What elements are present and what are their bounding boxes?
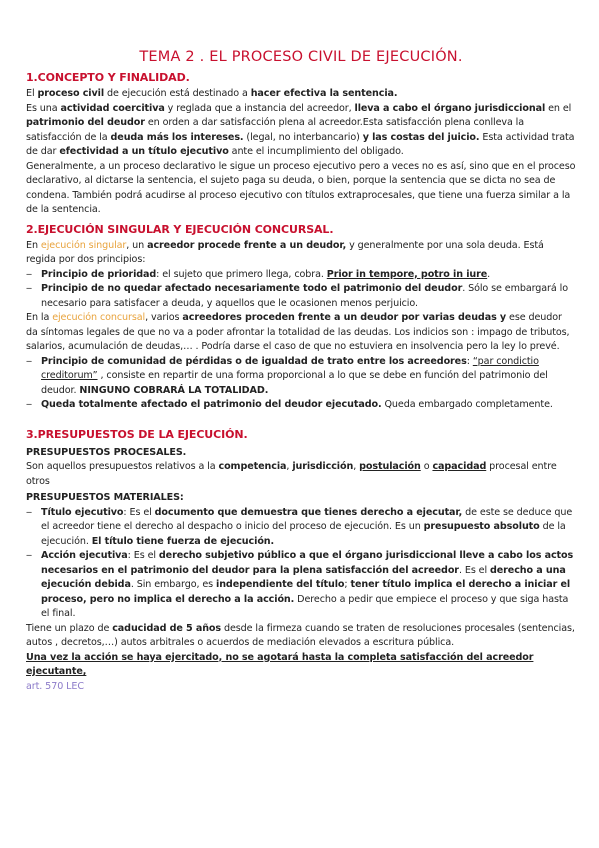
text: Esta actividad trata de dar [26,131,575,157]
bold-text: Acción ejecutiva [41,550,128,561]
text: (legal, no interbancario) [243,131,363,143]
bold-text: y las costas del juicio. [362,131,480,143]
bold-text: derecho subjetivo público a que el órgano jurisdiccional lleve a cabo los actos necesarios en el patrimonio del deudor para la plena satisfacción del acreedor [41,550,574,576]
text: ante el incumplimiento del obligado. [228,146,404,157]
highlight-text: ejecución singular [40,239,127,251]
text: . Sólo se embargará lo necesario para satisfacer a deuda, y aquellos que le ocasionen menos perjuicio. [41,283,568,309]
text: El [26,88,38,99]
text: ; [344,579,351,590]
paragraph-actividad [26,102,576,160]
paragraph-caducidad [26,622,576,651]
bold-text: hacer efectiva la sentencia. [250,88,398,99]
text: : Es el [127,550,159,561]
document-title: TEMA 2 . EL PROCESO CIVIL DE EJECUCIÓN. [139,49,463,65]
list-item [26,506,576,550]
paragraph-generalmente: Generalmente, a un proceso declarativo le sigue un proceso ejecutivo pero a veces no es así, sino que en el proceso declarativo, al dictarse la sentencia, el sujeto paga su deuda, o bien, porque la sentencia que se dicta no sea de condena. También podrá acudirse al proceso ejecutivo con títulos extraprocesales, que tiene una fuerza similar a la de la sentencia. [26,160,576,215]
principles-list-concursal [26,355,576,413]
bold-underline-text: Prior in tempore, potro in iure [326,268,488,280]
text: , consiste en repartir de una forma proporcional a lo que se debe en función del patrimonio del deudor. [41,370,548,396]
bold-text: acreedor procede frente a un deudor, [147,239,347,251]
text: , [286,461,293,472]
bold-text: deuda más los intereses. [110,131,244,143]
text: procesal entre otros [26,461,557,487]
text: , un [126,239,148,251]
bold-text: NINGUNO COBRARÁ LA TOTALIDAD. [79,384,269,396]
bold-underline-text: postulación [359,461,421,472]
text: Tiene un plazo de [26,622,113,634]
paragraph-singular [26,239,576,268]
text: . Sin embargo, es [130,579,217,590]
bold-text: presupuesto absoluto [423,521,540,532]
text: de este se deduce que el acreedor tiene el derecho al despacho o inicio del proceso de ejecución. Es un [41,506,573,532]
bold-text: Título ejecutivo [41,506,124,518]
bold-underline-text: capacidad [432,461,487,472]
text: Son aquellos presupuestos relativos a la [26,461,219,472]
bold-text: independiente del título [216,579,345,590]
bold-underline-text: Una vez la acción se haya ejercitado, no se agotará hasta la completa satisfacción del acreedor ejecutante, [26,651,534,677]
list-item [26,549,576,622]
materiales-list [26,506,576,622]
text: , varios [145,312,183,323]
highlight-text: ejecución concursal [52,312,146,323]
text: ese deudor da síntomas legales de que no va a poder afrontar la totalidad de las deudas. Los indicios son : impago de tributos, salarios, acumulación de deudas,… . Podría darse el caso de que no estuviera en insolvencia pero la ley lo prevé. [26,312,570,352]
article-reference-link[interactable]: art. 570 LEC [26,680,84,692]
list-item [26,268,576,283]
bold-text: actividad coercitiva [60,102,165,114]
text: En la [26,312,53,323]
text: : el sujeto que primero llega, cobra. [156,268,327,280]
principles-list-singular [26,268,576,312]
section-heading-concepto: 1.CONCEPTO Y FINALIDAD. [26,71,190,84]
bold-text: caducidad de 5 años [112,622,222,634]
bold-text: tener título implica el derecho a iniciar el proceso, pero no implica el derecho a la acción. [41,579,571,605]
bold-text: efectividad a un título ejecutivo [59,146,229,157]
text: Queda embargado completamente. [381,399,553,410]
text: Es una [26,102,61,114]
underline-text: “par condictio creditorum” [41,355,539,381]
text: : [466,355,473,367]
list-item [26,282,576,311]
bold-text: documento que demuestra que tienes derecho a ejecutar, [154,506,463,518]
bold-text: Principio de comunidad de pérdidas o de igualdad de trato entre los acreedores [41,355,467,367]
bold-text: jurisdicción [292,461,354,472]
document-page [26,48,576,694]
bold-text: El título tiene fuerza de ejecución. [91,535,275,547]
paragraph-procesales [26,460,576,489]
bold-text: patrimonio del deudor [26,117,145,128]
bold-text: derecho a una ejecución debida [41,564,566,590]
text: , [353,461,360,472]
text: : Es el [123,506,155,518]
bold-text: proceso civil [37,88,105,99]
bold-text: Principio de prioridad [41,268,157,280]
text: Derecho a pedir que empiece el proceso y que siga hasta el final. [41,593,569,619]
subheading-materiales: PRESUPUESTOS MATERIALES: [26,492,184,503]
text: en el [545,102,572,114]
text: en orden a dar satisfacción plena al acreedor.Esta satisfacción plena conlleva la satisfacción de la [26,117,525,143]
text: En [26,239,41,251]
paragraph-intro [26,87,576,102]
text: . Es el [458,564,490,576]
list-item [26,398,576,413]
subheading-procesales: PRESUPUESTOS PROCESALES. [26,446,187,458]
bold-text: Queda totalmente afectado el patrimonio del deudor ejecutado. [41,399,382,410]
text: desde la firmeza cuando se traten de resoluciones procesales (sentencias, autos , decretos,…) autos arbitrales o acuerdos de mediación elevados a escritura pública. [26,622,575,648]
paragraph-accion-agotamiento [26,651,576,680]
text: y reglada que a instancia del acreedor, [164,102,355,114]
section-heading-presupuestos: 3.PRESUPUESTOS DE LA EJECUCIÓN. [26,427,248,441]
text: o [420,461,433,472]
text: . [487,268,491,280]
text: de la ejecución. [41,521,566,547]
text: de ejecución está destinado a [104,88,251,99]
bold-text: lleva a cabo el órgano jurisdiccional [354,102,546,114]
section-heading-ejecucion: 2.EJECUCIÓN SINGULAR Y EJECUCIÓN CONCURSAL. [26,222,334,236]
bold-text: competencia [218,461,287,472]
article-reference [26,680,576,695]
list-item [26,355,576,399]
text: y generalmente por una sola deuda. Está regida por dos principios: [26,239,544,265]
bold-text: acreedores proceden frente a un deudor por varias deudas y [182,312,507,323]
bold-text: Principio de no quedar afectado necesariamente todo el patrimonio del deudor [41,283,463,294]
paragraph-concursal [26,311,576,355]
